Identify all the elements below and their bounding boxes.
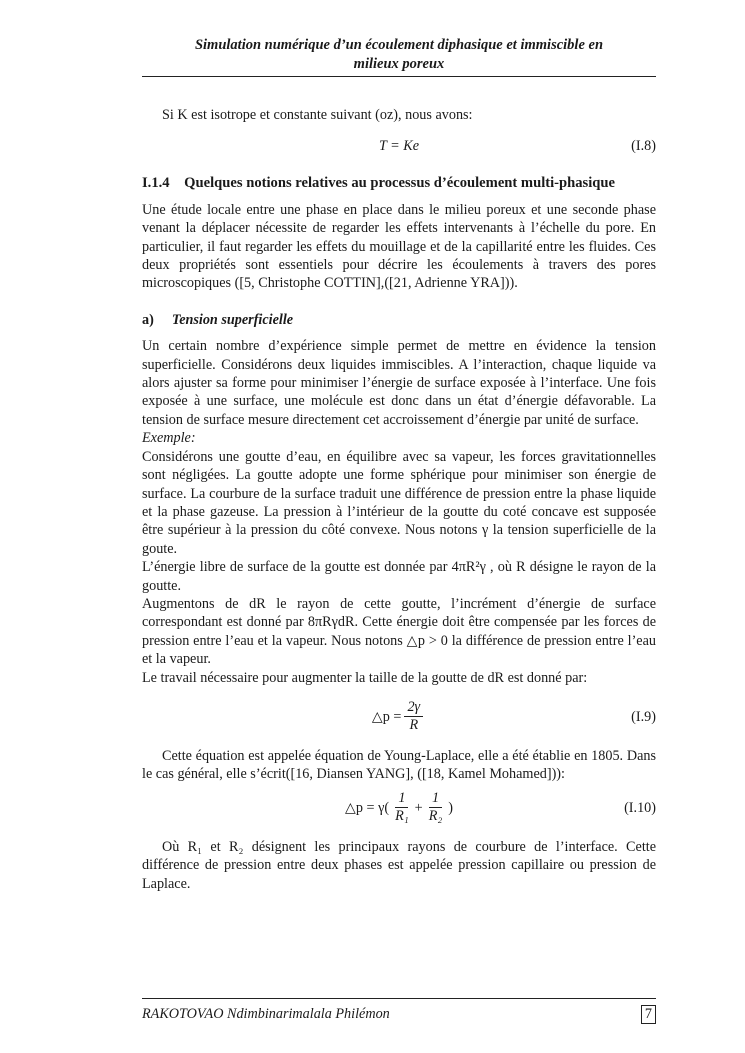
subsection-title: Tension superficielle <box>171 311 294 328</box>
equation-i10-plus: + <box>414 799 423 816</box>
intro-paragraph: Si K est isotrope et constante suivant (oz), nous avons: <box>162 107 473 123</box>
energy-paragraph: L’énergie libre de surface de la goutte est donnée par 4πR²γ , où R désigne le rayon de la goutte. <box>142 559 656 594</box>
subsection-label: a) <box>142 311 154 328</box>
equation-i10-rhs: ) <box>448 799 454 816</box>
section-title: Quelques notions relatives au processus d’écoulement multi-phasique <box>184 175 615 192</box>
equation-i9 <box>142 695 656 739</box>
example-paragraph: Considérons une goutte d’eau, en équilibre avec sa vapeur, les forces gravitationnelles sont négligées. La goutte adopte une forme sphérique pour minimiser son énergie de surface. La courbure de la surface traduit une différence de pression entre la phase liquide et la phase gazeuse. La pression à l’intérieur de la goutte du coté concave est supposée être supérieur à la pression du côté convexe. Nous notons γ la tension superficielle de la goute. <box>142 448 656 557</box>
equation-i10-number: (I.10) <box>624 799 656 816</box>
equation-i9-fraction <box>404 699 423 734</box>
equation-i8 <box>142 132 656 160</box>
footer-author: RAKOTOVAO Ndimbinarimalala Philémon <box>142 1006 390 1022</box>
tension-paragraph: Un certain nombre d’expérience simple permet de mettre en évidence la tension superficielle. Considérons deux liquides immiscibles. A l’interaction, chaque liquide va alors ajuster sa forme pour minimiser l’énergie de surface exposée à l’interface. Une fois exposée à une surface, une molécule est donc dans un état d’énergie défavorable. La tension de surface mesure directement cet accroissement d’énergie par unité de surface. <box>142 338 656 428</box>
header-title-line1: Simulation numérique d’un écoulement diphasique et immiscible en <box>194 37 604 53</box>
young-laplace-paragraph: Cette équation est appelée équation de Young-Laplace, elle a été établie en 1805. Dans le cas général, elle s’écrit([16, Diansen YANG], ([18, Kamel Mohamed])): <box>142 747 656 783</box>
equation-i9-number: (I.9) <box>631 708 656 725</box>
equation-i10-f1-denominator: R₁ <box>395 808 409 825</box>
equation-i10-f2-numerator: 1 <box>429 790 442 808</box>
equation-i10-fraction-1 <box>392 790 412 825</box>
header-rule <box>142 76 656 77</box>
running-header <box>142 36 656 74</box>
travail-paragraph: Le travail nécessaire pour augmenter la taille de la goutte de dR est donné par: <box>142 669 588 686</box>
section-paragraph: Une étude locale entre une phase en place dans le milieu poreux et une seconde phase venant la déplacer nécessite de regarder les effets intervenants à l’échelle du pore. En particulier, il faut regarder les effets du mouillage et de la capillarité entre les fluides. Ces deux propriétés sont essentiels pour décrire les écoulements à travers des pores microscopiques ([5, Christophe COTTIN],([21, Adrienne YRA])). <box>142 201 656 292</box>
equation-i8-number: (I.8) <box>631 138 656 155</box>
header-title-line2: milieux poreux <box>353 56 445 72</box>
page-number: 7 <box>641 1005 656 1024</box>
equation-i10 <box>142 786 656 830</box>
section-heading <box>142 174 656 192</box>
equation-i9-numerator: 2γ <box>404 699 423 717</box>
augment-paragraph: Augmentons de dR le rayon de cette goutte, l’incrément d’énergie de surface correspondant est donné par 8πRγdR. Cette énergie doit être compensée par les forces de pression entre l’eau et la vapeur. Nous notons △p > 0 la différence de pression entre l’eau et la vapeur. <box>142 595 656 668</box>
equation-i10-lhs: △p = γ( <box>344 799 390 816</box>
equation-i9-denominator: R <box>409 717 419 734</box>
equation-i10-fraction-2 <box>426 790 446 825</box>
equation-i9-lhs: △p = <box>371 708 402 725</box>
equation-i10-f1-numerator: 1 <box>395 790 408 808</box>
example-label: Exemple: <box>142 430 196 447</box>
final-paragraph: Où R₁ et R₂ désignent les principaux rayons de courbure de l’interface. Cette différence de pression entre deux phases est appelée pression capillaire ou pression de Laplace. <box>142 838 656 892</box>
footer-rule <box>142 998 656 999</box>
equation-i8-expr: T = Ke <box>378 138 420 155</box>
page-footer <box>142 1006 656 1023</box>
equation-i10-f2-denominator: R₂ <box>428 808 443 825</box>
page-body <box>142 106 656 893</box>
subsection-heading <box>142 311 656 329</box>
section-number: I.1.4 <box>142 175 170 192</box>
